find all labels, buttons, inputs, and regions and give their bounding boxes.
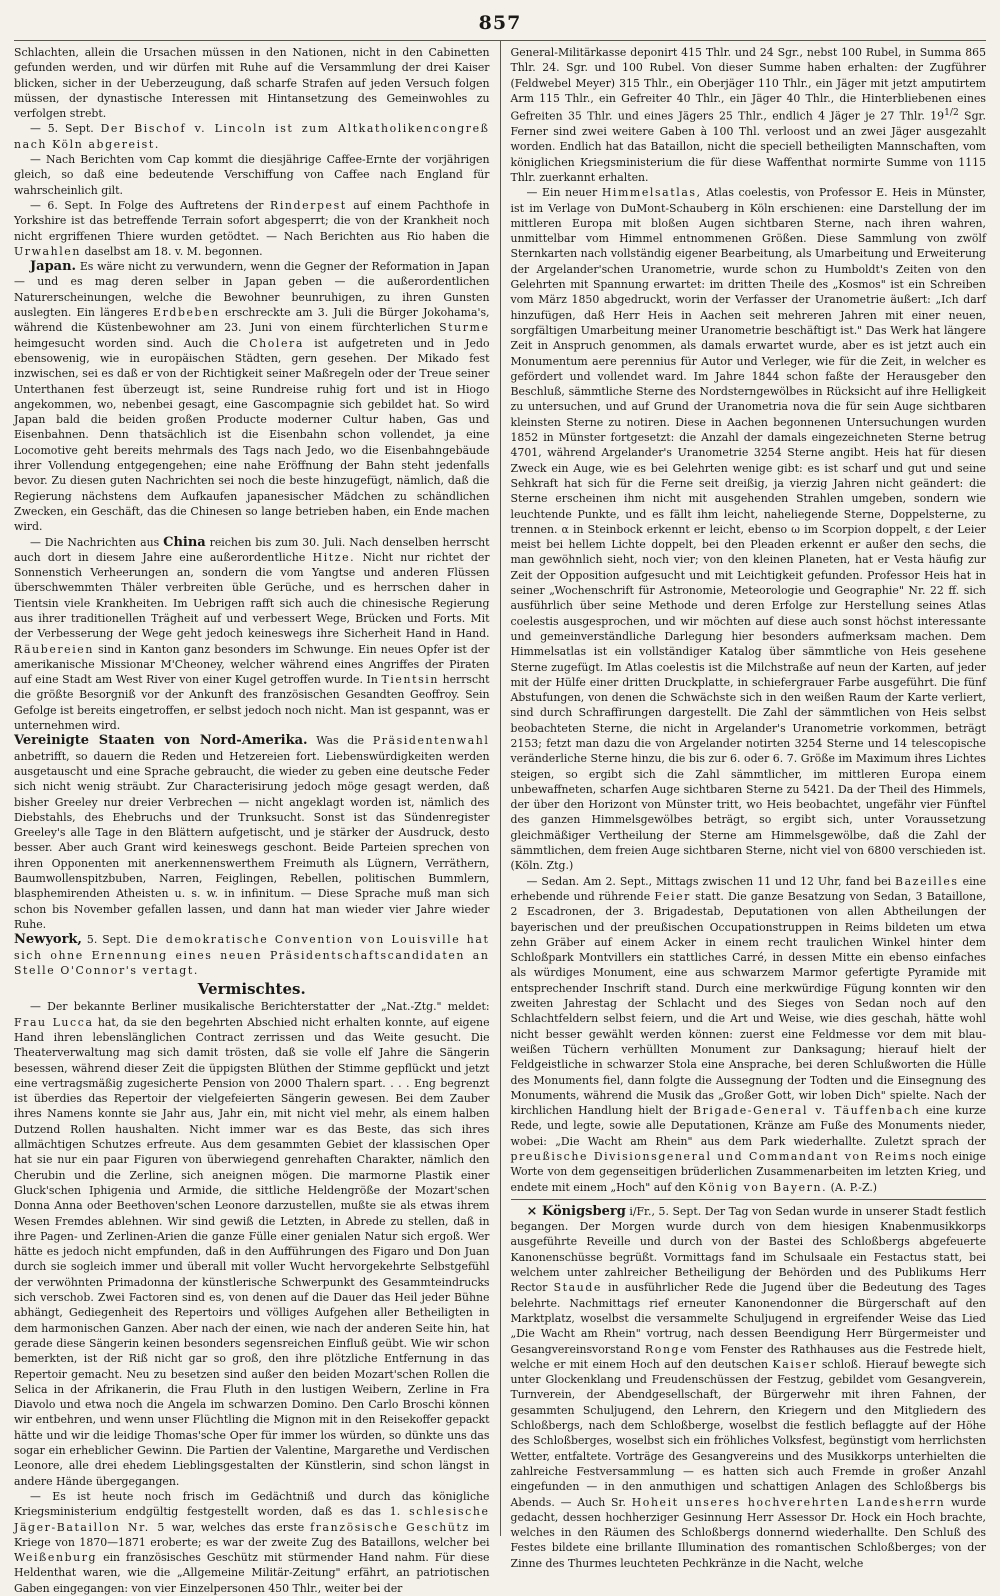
separator xyxy=(511,1199,987,1200)
emphasis: Hoheit unseres hochverehrten Landesherrn xyxy=(631,1495,946,1509)
section-heading-vermischtes: Vermischtes. xyxy=(197,980,306,999)
text: war, welches das erste xyxy=(171,1520,305,1534)
text: sind in Kanton ganz besonders im Schwunge. Ein neues Opfer ist der amerikanische Missionar M'Cheoney, welcher während eines Angriffes der Piraten auf eine Stadt am West River von einer Kugel getroffen wurde. In xyxy=(14,642,490,687)
paragraph-koenigsberg xyxy=(511,1204,987,1571)
text: im Kriege von 1870—1871 eroberte; es war der zweite Zug des Bataillons, welcher bei xyxy=(14,1520,490,1549)
text: heimgesucht worden sind. Auch die xyxy=(14,336,239,350)
source: (A. P.-Z.) xyxy=(830,1180,878,1194)
emphasis: Cholera xyxy=(249,336,304,350)
emphasis: Rinderpest xyxy=(270,198,347,212)
date: — 5. Sept. xyxy=(30,122,94,136)
text: Der Bischof v. Lincoln ist zum Altkatholikencongreß nach Köln abgereist. xyxy=(14,122,490,151)
text: — Es ist heute noch frisch im Gedächtniß und durch das königliche Kriegsministerium endgültig festgestellt worden, daß es das 1. xyxy=(14,1489,490,1519)
emphasis: Himmelsatlas, xyxy=(601,186,702,200)
page-number: 857 xyxy=(478,12,522,34)
section-heading-japan: Japan. xyxy=(30,259,77,275)
paragraph-caffee xyxy=(14,152,490,198)
text: vom Fenster des Rathhauses aus die Festrede hielt, welche er mit einem Hoch auf den deutschen xyxy=(510,1342,987,1371)
text: ein französisches Geschütz mit stürmender Hand nahm. Für diese Heldenthat waren, wie die „Allgemeine Militär-Zeitung" erfährt, an patriotischen Gaben eingegangen: von vier Einzelpersonen 450 Thlr., weiter bei der xyxy=(14,1551,490,1595)
emphasis: Kaiser xyxy=(772,1357,818,1371)
emphasis: Frau Lucca xyxy=(14,1015,94,1029)
fraction: 1/2 xyxy=(944,108,959,119)
emphasis: Tientsin xyxy=(381,673,439,687)
text: — 6. Sept. In Folge des Auftretens der xyxy=(30,198,264,212)
text: erschreckte am 3. Juli die Bürger Jokohama's, während die Küstenbewohner am 23. Juni von einem fürchterlichen xyxy=(14,306,490,335)
emphasis: Bazeilles xyxy=(895,874,959,888)
text: eine erhebende und rührende xyxy=(510,874,987,903)
emphasis: Räubereien xyxy=(14,642,94,656)
text: daselbst am 18. v. M. begonnen. xyxy=(84,244,263,258)
paragraph-newyork xyxy=(14,932,490,978)
text: — Sedan. Am 2. Sept., Mittags zwischen 11 und 12 Uhr, fand bei xyxy=(526,874,892,888)
emphasis: Brigade-General v. Täuffenbach xyxy=(693,1104,921,1118)
text: Was die xyxy=(316,734,365,748)
paragraph-japan xyxy=(14,259,490,534)
emphasis: Hitze. xyxy=(312,550,356,564)
text: Schlachten, allein die Ursachen müssen in den Nationen, nicht in den Cabinetten gefunden werden, und wir dürfen mit Ruhe auf die Versammlung der drei Kaiser blicken, sicher in der Ueberzeugung, daß scharfe Strafen auf jeden Versuch folgen müssen, der dynastische Interessen mit Hintansetzung des Gemeinwohles zu verfolgen strebt. xyxy=(14,46,490,121)
emphasis: Erdbeben xyxy=(153,306,220,320)
paragraph-himmelsatlas xyxy=(511,185,987,873)
text: — Nach Berichten vom Cap kommt die diesjährige Caffee-Ernte der vorjährigen gleich, so daß eine bedeutende Verschiffung von Caffee nach England für wahrscheinlich gilt. xyxy=(14,153,490,197)
text: — Der bekannte Berliner musikalische Berichterstatter der „Nat.-Ztg." meldet: xyxy=(30,1000,490,1014)
date: 5. Sept. xyxy=(86,933,131,947)
paragraph-kaiser xyxy=(14,45,490,121)
text: Nicht nur richtet der Sonnenstich Verheerungen an, sondern die vom Yangtse und anderen Flüssen überschwemmten Thäler verbreiten üble Gerüche, und es herrschen daher in Tientsin viele Krankheiten. Im Uebrigen rafft sich auch die chinesische Regierung aus ihrer traditionellen Trägheit auf und verbessert Wege, Brücken und Forts. Mit der Verbesserung der Wege geht jedoch keineswegs ihre Sicherheit Hand in Hand. xyxy=(14,550,490,641)
emphasis: preußische Divisionsgeneral und Commandant von Reims xyxy=(510,1150,918,1163)
text: reichen bis zum 30. Juli. Nach denselben herrscht auch dort in diesem Jahre eine außerordentliche xyxy=(14,535,490,564)
paragraph-usa xyxy=(14,733,490,932)
text: auf einem Pachthofe in Yorkshire ist das betreffende Terrain sofort abgesperrt; die von der Krankheit noch nicht ergriffenen Thiere wurden getödtet. — Nach Berichten aus Rio haben die xyxy=(14,198,490,243)
column-rule xyxy=(500,41,501,1536)
text: schloß. Hierauf bewegte sich unter Glockenklang und Freudenschüssen der Festzug, gebildet vom Gesangverein, Turnverein, der Abendgesellschaft, der Bürgerwehr mit ihren Fahnen, der gesammten Schuljugend, den Lehrern, den Kriegern und den Mitgliedern des Schloßbergs, nach dem Schloßberge, woselbst die festlich beflaggte auf der Höhe des Schloßberges, woselbst sich ein fröhliches Volksfest, begünstigt vom herrlichsten Wetter, entfaltete. Vorträge des Gesangvereins und des Musikkorps unterhielten die zahlreiche Festversammlung — es hatten sich auch Fremde in großer Anzahl eingefunden — in den anmuthigen und schattigen Anlagen des Schloßbergs bis Abends. — Auch Sr. xyxy=(510,1357,987,1509)
text: in ausführlicher Rede die Jugend über die Bedeutung des Tages belehrte. Nachmittags rief erneuter Kanonendonner die Bürgerschaft auf den Marktplatz, woselbst die versammelte Schuljugend in ergreifender Weise das Lied „Die Wacht am Rhein" vortrug, nach dessen Beendigung Herr Bürgermeister und Gesangvereinsvorstand xyxy=(510,1281,987,1356)
section-heading-newyork: Newyork, xyxy=(14,932,82,948)
columns xyxy=(14,40,987,1595)
emphasis: König von Bayern. xyxy=(698,1180,828,1194)
emphasis: Feier xyxy=(654,889,691,903)
emphasis: französische Geschütz xyxy=(310,1520,470,1534)
section-heading-usa: Vereinigte Staaten von Nord-Amerika. xyxy=(14,733,308,749)
emphasis: Ronge xyxy=(644,1342,689,1356)
text: noch einige Worte von dem gegenseitigen brüderlichen Zusammenarbeiten im letzten Krieg, und endete mit einem „Hoch" auf den xyxy=(510,1150,987,1194)
paragraph-rinderpest xyxy=(14,198,490,259)
source: (Köln. Ztg.) xyxy=(510,859,574,873)
paragraph-lincoln xyxy=(14,121,490,152)
paragraph-china xyxy=(14,535,490,734)
paragraph-lucca xyxy=(14,999,490,1489)
text: wurde gedacht, dessen hochherziger Gesinnung Herr Assessor Dr. Hock ein Hoch brachte, welches in den Räumen des Schloßbergs donnernd wiederhallte. Den Schluß des Festes bildete eine brillante Illumination des romantischen Schloßberges; von der Zinne des Thurmes leuchteten Pechkränze in die Nacht, welche xyxy=(510,1495,987,1570)
section-heading-koenigsberg: ⨯ Königsberg xyxy=(526,1203,626,1219)
text: herrscht die größte Besorgniß vor der Ankunft des französischen Gesandten Geoffroy. Sein Gefolge ist bereits eingetroffen, er selbst jedoch noch nicht. Man ist gespannt, was er unternehmen wird. xyxy=(14,673,490,733)
text: i/Fr., 5. Sept. Der Tag von Sedan wurde in unserer Stadt festlich begangen. Der Morgen wurde durch von dem hiesigen Knabenmusikkorps ausgeführte Reveille und durch von der Bastei des Schloßbergs abgefeuerte Kanonenschüsse begrüßt. Vormittags fand im Schulsaale ein Festactus statt, bei welchem unter zahlreicher Betheiligung der Behörden und des Publikums Herr Rector xyxy=(510,1204,987,1295)
right-column xyxy=(505,41,987,1570)
text: — Die Nachrichten aus xyxy=(30,535,160,549)
paragraph-militaerkasse xyxy=(511,45,987,185)
emphasis: Präsidentenwahl xyxy=(372,734,490,748)
text: Es wäre nicht zu verwundern, wenn die Gegner der Reformation in Japan — und es mag deren selber in Japan geben — die außerordentlichen Naturerscheinungen, welche die Bewohner beunruhigen, zu ihren Gunsten auslegten. Ein längeres xyxy=(14,260,490,320)
text: Sgr. Ferner sind zwei weitere Gaben à 100 Thl. verloost und an zwei Jäger ausgezahlt worden. Endlich hat das Bataillon, nicht die speciell betheiligten Mannschaften, vom königlichen Kriegsministerium die für diese Waffenthat normirte Summe von 1115 Thlr. zuerkannt erhalten. xyxy=(510,109,987,184)
left-column xyxy=(14,41,496,1595)
emphasis: Weißenburg xyxy=(14,1551,98,1565)
emphasis: Urwahlen xyxy=(14,244,81,258)
emphasis: China xyxy=(163,534,206,550)
text: statt. Die ganze Besatzung von Sedan, 3 Bataillone, 2 Escadronen, der 3. Brigadestab, Deputationen von allen Abtheilungen der bayerischen und der preußischen Occupationstruppen in Reims bildeten um etwa zehn Gräber auf einem Acker in einem recht traulichen Winkel hinter dem Schloßpark Montvillers ein stattliches Carré, in dessen Mitte ein ebenso einfaches als würdiges Monument, eine aus schwarzem Marmor gefertigte Pyramide mit entsprechender Inschrift stand. Durch eine merkwürdige Fügung konnten wir den zweiten Jahrestag der Schlacht und des Sieges von Sedan noch auf den Schlachtfeldern selbst feiern, und die Art und Weise, wie dies geschah, hätte wohl nicht besser gewählt werden können: zuerst eine Feldmesse vor dem mit blau-weißen Tüchern verhüllten Monument zur Danksagung; hierauf hielt der Feldgeistliche in schwarzer Stola eine Ansprache, bei deren Schlußworten die Hülle des Monuments fiel, dann folgte die Aussegnung der Todten und die Einsegnung des Monuments, während die Musik das „Großer Gott, wir loben Dich" spielte. Nach der kirchlichen Handlung hielt der xyxy=(510,889,987,1118)
emphasis: schlesische Jäger-Bataillon Nr. 5 xyxy=(14,1505,490,1534)
text: hat, da sie den begehrten Abschied nicht erhalten konnte, auf eigene Hand ihren lebenslänglichen Contract zerrissen und das Weite gesucht. Die Theaterverwaltung mag sich damit trösten, daß sie volle elf Jahre die Sängerin besessen, während dieser Zeit die üppigsten Blüthen der Stimme gepflückt und jetzt eine vertragsmäßig zugesicherte Pension von 2000 Thalern spart. . . . Eng begrenzt ist überdies das Repertoir der vielgefeierten Sängerin gewesen. Bei dem Zauber ihres Namens konnte sie Jahr aus, Jahr ein, mit nicht viel mehr, als einem halben Dutzend Rollen haushalten. Nicht immer war es das Beste, das sich ihres allmächtigen Schutzes erfreute. Aus dem gesammten Gebiet der klassischen Oper hat sie nur ein paar Figuren von überwiegend genrehaften Charakter, nämlich den Cherubin und die Zerline, sich aneignen mögen. Die marmorne Plastik einer Gluck'schen Iphigenia und Armide, die sittliche Heldengröße der Mozart'schen Donna Anna oder Beethoven'schen Leonore darzustellen, mußte sie als etwas ihrem Wesen Fremdes ablehnen. Wir sind gewiß die Letzten, in Abrede zu stellen, daß in ihre Pagen- und Zerlinen-Arien die ganze Fülle einer genialen Natur sich ergoß. Wer hätte es jedoch nicht empfunden, daß in den Aufführungen des Figaro und Don Juan durch sie sogleich immer und überall mit voller Wucht hervorgekehrte Selbstgefühl der verwöhnten Primadonna der künstlerische Schwerpunkt des Gesammteindrucks sich verschob. Zwei Factoren sind es, von denen auf die Dauer das Heil jeder Bühne abhängt, Gediegenheit des Repertoirs und völliges Aufgehen aller Betheiligten in dem harmonischen Ganzen. Aber nach der einen, wie nach der anderen Seite hin, hat gerade diese Sängerin keinen besonders segensreichen Einfluß geübt. Wie wir schon bemerkten, ist der Riß nicht gar so groß, den ihre plötzliche Entfernung in das Repertoir gemacht. Neu zu besetzen sind außer den beiden Mozart'schen Rollen die Selica in der Afrikanerin, die Frau Fluth in den lustigen Weibern, Zerline in Fra Diavolo und etwa noch die Angela im schwarzen Domino. Den Carlo Broschi können wir entbehren, und wenn unser Flüchtling die Mignon mit in den Reisekoffer gepackt hätte und wir die leidige Thomas'sche Oper für immer los würden, so dünkte uns das sogar ein erheblicher Gewinn. Die Partien der Valentine, Margarethe und Verdischen Leonore, alle drei ehedem Lieblingsgestalten der Künstlerin, sind schon längst in andere Hände übergegangen. xyxy=(14,1015,490,1488)
text: anbetrifft, so dauern die Reden und Hetzereien fort. Liebenswürdigkeiten werden ausgetauscht und eine Sprache gebraucht, die wieder zu geben eine deutsche Feder sich nicht wenig sträubt. Zur Characterisirung jedoch möge gesagt werden, daß bisher Greeley nur dreier Verbrechen — nicht angeklagt worden ist, nämlich des Diebstahls, des Ehebruchs und der Trunksucht. Sonst ist das Sündenregister Greeley's alle Tage in den Blättern aufgetischt, und je stärker der Ausdruck, desto besser. Aber auch Grant wird keineswegs geschont. Beide Parteien sprechen von ihren Opponenten mit anerkennenswerthem Freimuth als Lügnern, Verräthern, Baumwollenspitzbuben, Narren, Feiglingen, Rebellen, politischen Bummlern, blasphemirenden Atheisten u. s. w. in infinitum. — Diese Sprache muß man sich schon bis November gefallen lassen, und dann hat man wieder vier Jahre wieder Ruhe. xyxy=(14,749,490,931)
paragraph-sedan xyxy=(511,874,987,1195)
text: ist aufgetreten und in Jedo ebensowenig, wie in europäischen Städten, gern gesehen. Der Mikado fest inzwischen, sei es daß er von der Richtigkeit seiner Maßregeln oder der Treue seiner Unterthanen fest überzeugt ist, seine Rundreise ruhig fort und ist in Hiogo angekommen, wo, nebenbei gesagt, eine Gascompagnie sich gebildet hat. So wird Japan bald die beiden großen Producte moderner Cultur haben, Gas und Eisenbahnen. Denn thatsächlich ist die Eisenbahn schon vollendet, ja eine Locomotive geht bereits mehrmals des Tags nach Jedo, wo die Eisenbahngebäude ihrer Vollendung entgegengehen; eine nahe Eröffnung der Bahn steht jedenfalls bevor. Zu diesen guten Nachrichten sei noch die beste hinzugefügt, nämlich, daß die Regierung nächstens dem Aufkaufen japanesischer Mädchen zu schändlichen Zwecken, ein Geschäft, das die Chinesen so lange betrieben haben, ein Ende machen wird. xyxy=(14,336,490,534)
emphasis: Staude xyxy=(553,1281,602,1295)
text: General-Militärkasse deponirt 415 Thlr. und 24 Sgr., nebst 100 Rubel, in Summa 865 Thlr. 24. Sgr. und 100 Rubel. Von dieser Summe haben erhalten: der Zugführer (Feldwebel Meyer) 315 Thlr., ein Oberjäger 110 Thlr., ein Jäger mit jetzt amputirtem Arm 115 Thlr., ein Gefreiter 40 Thlr., ein Jäger 40 Thlr., die Hinterbliebenen eines Gefreiten 35 Thlr. und eines Jägers 25 Thlr., endlich 4 Jäger je 27 Thlr. 19 xyxy=(510,46,987,123)
text: Atlas coelestis, von Professor E. Heis in Münster, ist im Verlage von DuMont-Schauberg in Köln erschienen: eine Darstellung der im mittleren Europa mit bloßen Augen sichtbaren Sterne, nach ihren wahren, unmittelbar vom Himmel entnommenen Größen. Diese Sammlung von zwölf Sternkarten nach vollständig eigener Bearbeitung, als Umarbeitung und Erweiterung der Argelander'schen Uranometrie, wurde schon zu Humboldt's Zeiten von den Gelehrten mit Spannung erwartet: im dritten Theile des „Kosmos" ist ein Schreiben vom März 1850 abgedruckt, worin der Verfasser der Uranometrie äußert: „Ich darf hinzufügen, daß Herr Heis in Aachen seit mehreren Jahren mit einer neuen, sorgfältigen Umarbeitung meiner Uranometrie beschäftigt ist." Das Werk hat längere Zeit in Anspruch genommen, als damals erwartet wurde, aber es ist jetzt auch ein Monumentum aere perennius für Autor und Verleger, wie für die Zeit, in welcher es gefördert und vollendet ward. Im Jahre 1844 schon faßte der Herausgeber den Beschluß, sämmtliche Sterne des Nordsterngewölbes in Rücksicht auf ihre Helligkeit zu untersuchen, und auf Grund der Uranometria nova die für sein Auge sichtbaren kleinsten Sterne zu notiren. Diese in Aachen begonnenen Untersuchungen wurden 1852 in Münster fortgesetzt: die Anzahl der damals eingezeichneten Sterne betrug 4701, während Argelander's Uranometrie 3254 Sterne angibt. Heis hat für diesen Zweck ein Auge, wie es bei Gelehrten wenige gibt: es ist scharf und gut und seine Sehkraft hat sich für die Ferne seit dreißig, ja vierzig Jahren nicht geändert: die Sterne erscheinen ihm nicht mit ausgehenden Strahlen umgeben, sondern wie leuchtende Punkte, und es fällt ihm leicht, naheliegende Sterne, Doppelsterne, zu trennen. α in Steinbock erkennt er leicht, ebenso ω im Scorpion doppelt, ε der Leier meist bei hellem Lichte doppelt, bei den Pleaden erkennt er außer den sechs, die man gewöhnlich sieht, noch vier; von den kleinen Planeten, hat er Vesta häufig zur Zeit der Opposition aufgesucht und mit Leichtigkeit gefunden. Professor Heis hat in seiner „Wochenschrift für Astronomie, Meteorologie und Geographie" Nr. 22 ff. sich ausführlich über seine Methode und deren Erfolge zur Herstellung seines Atlas coelestis ausgesprochen, und wir möchten auf diese auch sonst höchst interessante und gemeinverständliche Darlegung hier besonders aufmerksam machen. Dem Himmelsatlas ist ein vollständiger Katalog über sämmtliche von Heis gesehene Sterne zugefügt. Im Atlas coelestis ist die Milchstraße auf neun der Karten, auf jeder mit der Hülfe einer dritten Druckplatte, in schiefergrauer Farbe ausgeführt. Die fünf Abstufungen, von denen die Schwächste sich in den weißen Raum der Karte verliert, sind durch Schraffirungen dargestellt. Die Zahl der sämmtlichen von Heis selbst beobachteten Sterne, die nicht in Argelander's Uranometrie vorkommen, beträgt 2153; fetzt man dazu die von Argelander notirten 3254 Sterne und 14 telescopische veränderliche Sterne hinzu, die bis zur 6. oder 6. 7. Größe im Maximum ihres Lichtes steigen, so ergibt sich die Zahl sämmtlicher, im mittleren Europa einem unbewaffneten, scharfen Auge sichtbaren Sterne zu 5421. Da der Theil des Himmels, der über den Horizont von Münster tritt, wo Heis beobachtet, ungefähr vier Fünftel des ganzen Himmelsgewölbes beträgt, so ergibt sich, unter Voraussetzung gleichmäßiger Vertheilung der Sterne am Himmelsgewölbe, daß die Zahl der sämmtlichen, dem freien Auge sichtbaren Sterne, nicht viel von 6800 verschieden ist. xyxy=(510,186,987,858)
text: Die demokratische Convention von Louisville hat sich ohne Ernennung eines neuen Präsidentschaftscandidaten an Stelle O'Connor's vertagt. xyxy=(14,933,490,977)
emphasis: Sturme xyxy=(439,321,490,335)
text: eine kurze Rede, und legte, sowie alle Deputationen, Kränze am Fuße des Monuments nieder, wobei: „Die Wacht am Rhein" aus dem Park wiederhallte. Zuletzt sprach der xyxy=(510,1104,987,1148)
text: — Ein neuer xyxy=(526,186,598,200)
paragraph-jaeger-bataillon xyxy=(14,1489,490,1596)
